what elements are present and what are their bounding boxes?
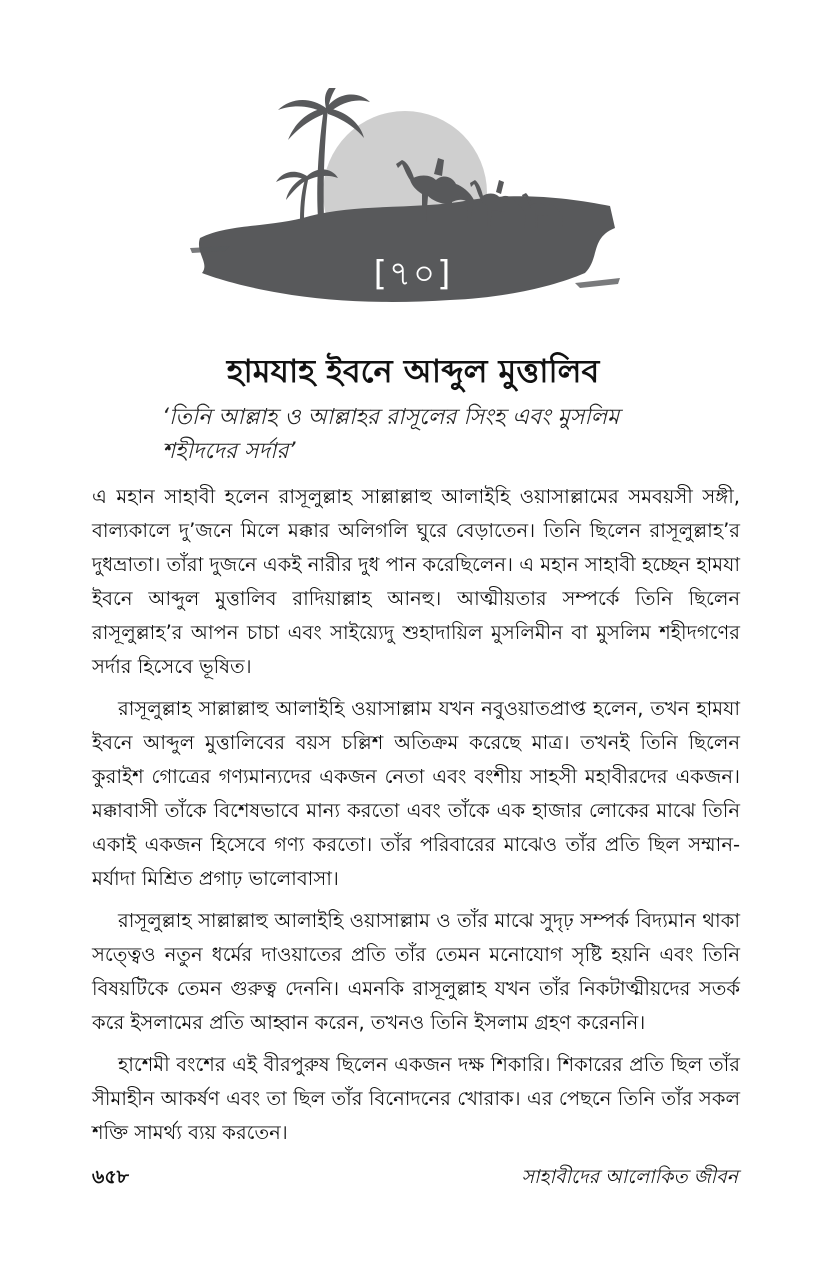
paragraph: হাশেমী বংশের এই বীরপুরুষ ছিলেন একজন দক্ষ শিকারি। শিকারের প্রতি ছিল তাঁর সীমাহীন আকর্ষণ এবং তা ছিল তাঁর বিনোদনের খোরাক। এর পেছনে তিনি তাঁর সকল শক্তি সামর্থ্য ব্যয় করতেন। [92, 1053, 740, 1144]
chapter-title: হামযাহ ইবনে আব্দুল মুত্তালিব [226, 352, 600, 390]
paragraph: এ মহান সাহাবী হলেন রাসূলুল্লাহ সাল্লাল্লাহু আলাইহি ওয়াসাল্লামের সমবয়সী সঙ্গী, বাল্যকালে দু’জনে মিলে মক্কার অলিগলি ঘুরে বেড়াতেন। তিনি ছিলেন রাসূলুল্লাহ’র দুধভ্রাতা। তাঁরা দুজনে একই নারীর দুধ পান করেছিলেন। এ মহান সাহাবী হচ্ছেন হামযা ইবনে আব্দুল মুত্তালিব রাদিয়াল্লাহ আনহু। আত্মীয়তার সম্পর্কে তিনি ছিলেন রাসূলুল্লাহ’র আপন চাচা এবং সাইয়্যেদু শুহাদায়িল মুসলিমীন বা মুসলিম শহীদগণের সর্দার হিসেবে ভূষিত। [92, 485, 740, 678]
chapter-subtitle: ‘তিনি আল্লাহ ও আল্লাহর রাসূলের সিংহ এবং মুসলিম শহীদদের সর্দার’ [162, 405, 620, 464]
running-footer-book-title: সাহাবীদের আলোকিত জীবন [521, 1166, 738, 1188]
body-text [92, 480, 740, 1158]
page-number: ৬৫৮ [92, 1166, 130, 1188]
paragraph: রাসূলুল্লাহ সাল্লাল্লাহু আলাইহি ওয়াসাল্লাম যখন নবুওয়াতপ্রাপ্ত হলেন, তখন হামযা ইবনে আব্দুল মুত্তালিবের বয়স চল্লিশ অতিক্রম করেছে মাত্র। তখনই তিনি ছিলেন কুরাইশ গোত্রের গণ্যমান্যদের একজন নেতা এবং বংশীয় সাহসী মহাবীরদের একজন। মক্কাবাসী তাঁকে বিশেষভাবে মান্য করতো এবং তাঁকে এক হাজার লোকের মাঝে তিনি একাই একজন হিসেবে গণ্য করতো। তাঁর পরিবারের মাঝেও তাঁর প্রতি ছিল সম্মান-মর্যাদা মিশ্রিত প্রগাঢ় ভালোবাসা। [92, 697, 740, 890]
chapter-number: [৭০] [373, 254, 453, 294]
paragraph: রাসূলুল্লাহ সাল্লাল্লাহু আলাইহি ওয়াসাল্লাম ও তাঁর মাঝে সুদৃঢ় সম্পর্ক বিদ্যমান থাকা সত্ত্বেও নতুন ধর্মের দাওয়াতের প্রতি তাঁর তেমন মনোযোগ সৃষ্টি হয়নি এবং তিনি বিষয়টিকে তেমন গুরুত্ব দেননি। এমনকি রাসূলুল্লাহ যখন তাঁর নিকটাত্মীয়দের সতর্ক করে ইসলামের প্রতি আহ্বান করেন, তখনও তিনি ইসলাম গ্রহণ করেননি। [92, 909, 740, 1034]
